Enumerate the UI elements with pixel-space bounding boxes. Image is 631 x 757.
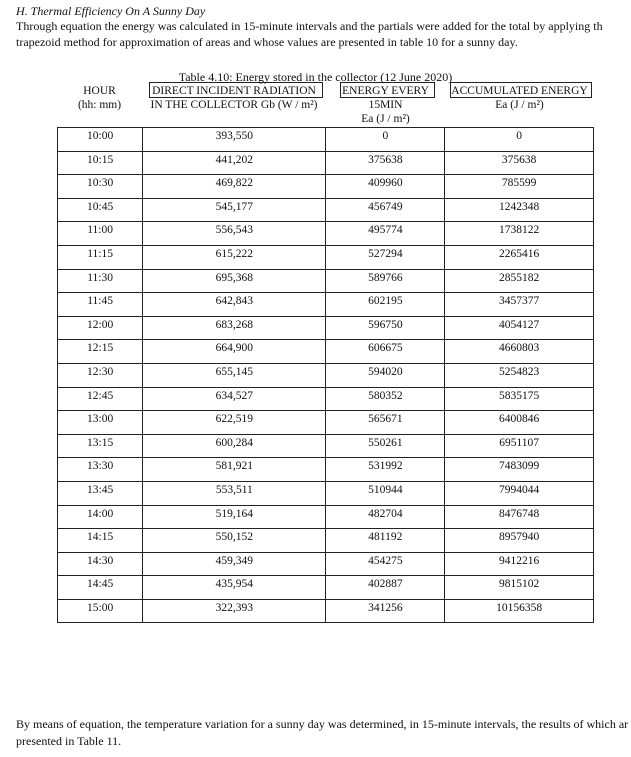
accumulated-cell: 6951107 — [445, 434, 594, 458]
energy-cell: 596750 — [326, 316, 445, 340]
radiation-cell: 655,145 — [143, 363, 326, 387]
energy-cell: 482704 — [326, 505, 445, 529]
table-row — [58, 434, 594, 458]
accumulated-cell: 8957940 — [445, 529, 594, 553]
energy-cell: 531992 — [326, 458, 445, 482]
hour-cell: 11:30 — [58, 269, 143, 293]
radiation-cell: 600,284 — [143, 434, 326, 458]
table-row — [58, 245, 594, 269]
accumulated-cell: 5835175 — [445, 387, 594, 411]
energy-cell: 594020 — [326, 363, 445, 387]
radiation-cell: 441,202 — [143, 151, 326, 175]
energy-cell: 495774 — [326, 222, 445, 246]
accumulated-cell: 8476748 — [445, 505, 594, 529]
hour-cell: 12:30 — [58, 363, 143, 387]
accumulated-cell: 4054127 — [445, 316, 594, 340]
section-heading: H. Thermal Efficiency On A Sunny Day — [16, 4, 206, 18]
table-row — [58, 599, 594, 623]
table-row — [58, 576, 594, 600]
header-hour-line2: (hh: mm) — [77, 99, 122, 111]
accumulated-cell: 7994044 — [445, 481, 594, 505]
footer-paragraph — [16, 716, 631, 750]
radiation-cell: 664,900 — [143, 340, 326, 364]
energy-cell: 409960 — [326, 175, 445, 199]
energy-cell: 602195 — [326, 293, 445, 317]
accumulated-cell: 6400846 — [445, 411, 594, 435]
table-row — [58, 481, 594, 505]
hour-cell: 12:15 — [58, 340, 143, 364]
radiation-cell: 642,843 — [143, 293, 326, 317]
intro-line-2: trapezoid method for approximation of areas and whose values are presented in table 10 for a sunny day. — [16, 35, 518, 49]
energy-cell: 589766 — [326, 269, 445, 293]
header-hour — [57, 84, 142, 112]
header-energy-line1: ENERGY EVERY — [342, 85, 429, 97]
table-row — [58, 128, 594, 152]
energy-cell: 565671 — [326, 411, 445, 435]
radiation-cell: 634,527 — [143, 387, 326, 411]
radiation-cell: 615,222 — [143, 245, 326, 269]
footer-line-2: presented in Table 11. — [16, 734, 122, 748]
energy-cell: 454275 — [326, 552, 445, 576]
table-row — [58, 411, 594, 435]
accumulated-cell: 4660803 — [445, 340, 594, 364]
table-row — [58, 222, 594, 246]
radiation-cell: 683,268 — [143, 316, 326, 340]
radiation-cell: 393,550 — [143, 128, 326, 152]
table-row — [58, 316, 594, 340]
hour-cell: 13:45 — [58, 481, 143, 505]
radiation-cell: 622,519 — [143, 411, 326, 435]
energy-table-body — [58, 128, 594, 623]
accumulated-cell: 1242348 — [445, 198, 594, 222]
table-row — [58, 458, 594, 482]
energy-cell: 527294 — [326, 245, 445, 269]
table-row — [58, 151, 594, 175]
energy-cell: 456749 — [326, 198, 445, 222]
header-hour-line1: HOUR — [83, 85, 116, 97]
radiation-cell: 469,822 — [143, 175, 326, 199]
accumulated-cell: 2855182 — [445, 269, 594, 293]
radiation-cell: 519,164 — [143, 505, 326, 529]
energy-cell: 341256 — [326, 599, 445, 623]
table-row — [58, 293, 594, 317]
energy-cell: 510944 — [326, 481, 445, 505]
table-row — [58, 363, 594, 387]
hour-cell: 12:00 — [58, 316, 143, 340]
radiation-cell: 435,954 — [143, 576, 326, 600]
accumulated-cell: 7483099 — [445, 458, 594, 482]
radiation-cell: 553,511 — [143, 481, 326, 505]
accumulated-cell: 785599 — [445, 175, 594, 199]
radiation-cell: 459,349 — [143, 552, 326, 576]
radiation-cell: 550,152 — [143, 529, 326, 553]
header-energy-line2: 15MIN — [368, 99, 403, 111]
accumulated-cell: 375638 — [445, 151, 594, 175]
hour-cell: 11:00 — [58, 222, 143, 246]
intro-paragraph — [16, 18, 631, 50]
accumulated-cell: 10156358 — [445, 599, 594, 623]
hour-cell: 11:15 — [58, 245, 143, 269]
table-row — [58, 552, 594, 576]
radiation-cell: 556,543 — [143, 222, 326, 246]
table-row — [58, 529, 594, 553]
radiation-cell: 545,177 — [143, 198, 326, 222]
radiation-cell: 322,393 — [143, 599, 326, 623]
energy-cell: 580352 — [326, 387, 445, 411]
header-energy-line3: Ea (J / m²) — [361, 113, 410, 125]
energy-cell: 375638 — [326, 151, 445, 175]
radiation-cell: 581,921 — [143, 458, 326, 482]
hour-cell: 10:15 — [58, 151, 143, 175]
energy-cell: 550261 — [326, 434, 445, 458]
hour-cell: 14:45 — [58, 576, 143, 600]
hour-cell: 15:00 — [58, 599, 143, 623]
hour-cell: 13:15 — [58, 434, 143, 458]
hour-cell: 10:00 — [58, 128, 143, 152]
accumulated-cell: 0 — [445, 128, 594, 152]
header-accumulated — [445, 84, 594, 112]
header-radiation — [142, 84, 326, 112]
table-row — [58, 198, 594, 222]
hour-cell: 14:00 — [58, 505, 143, 529]
table-row — [58, 387, 594, 411]
footer-line-1: By means of equation, the temperature variation for a sunny day was determined, in 15-minute intervals, the results of which ar — [16, 717, 629, 731]
table-caption: Table 4.10: Energy stored in the collector (12 June 2020) — [178, 70, 453, 84]
table-row — [58, 505, 594, 529]
energy-cell: 0 — [326, 128, 445, 152]
header-radiation-line1: DIRECT INCIDENT RADIATION — [152, 85, 316, 97]
table-row — [58, 175, 594, 199]
table-row — [58, 269, 594, 293]
hour-cell: 11:45 — [58, 293, 143, 317]
header-accumulated-line1: ACCUMULATED ENERGY — [451, 85, 588, 97]
radiation-cell: 695,368 — [143, 269, 326, 293]
header-energy — [326, 84, 445, 126]
energy-table — [57, 127, 594, 623]
hour-cell: 13:30 — [58, 458, 143, 482]
accumulated-cell: 5254823 — [445, 363, 594, 387]
header-radiation-line2: IN THE COLLECTOR Gb (W / m²) — [150, 99, 318, 111]
accumulated-cell: 2265416 — [445, 245, 594, 269]
hour-cell: 12:45 — [58, 387, 143, 411]
energy-cell: 606675 — [326, 340, 445, 364]
energy-cell: 481192 — [326, 529, 445, 553]
table-row — [58, 340, 594, 364]
hour-cell: 14:15 — [58, 529, 143, 553]
hour-cell: 13:00 — [58, 411, 143, 435]
accumulated-cell: 1738122 — [445, 222, 594, 246]
energy-cell: 402887 — [326, 576, 445, 600]
hour-cell: 14:30 — [58, 552, 143, 576]
hour-cell: 10:30 — [58, 175, 143, 199]
accumulated-cell: 9412216 — [445, 552, 594, 576]
accumulated-cell: 3457377 — [445, 293, 594, 317]
accumulated-cell: 9815102 — [445, 576, 594, 600]
header-accumulated-line2: Ea (J / m²) — [495, 99, 544, 111]
intro-line-1: Through equation the energy was calculated in 15-minute intervals and the partials were added for the total by applying th — [16, 19, 603, 33]
hour-cell: 10:45 — [58, 198, 143, 222]
